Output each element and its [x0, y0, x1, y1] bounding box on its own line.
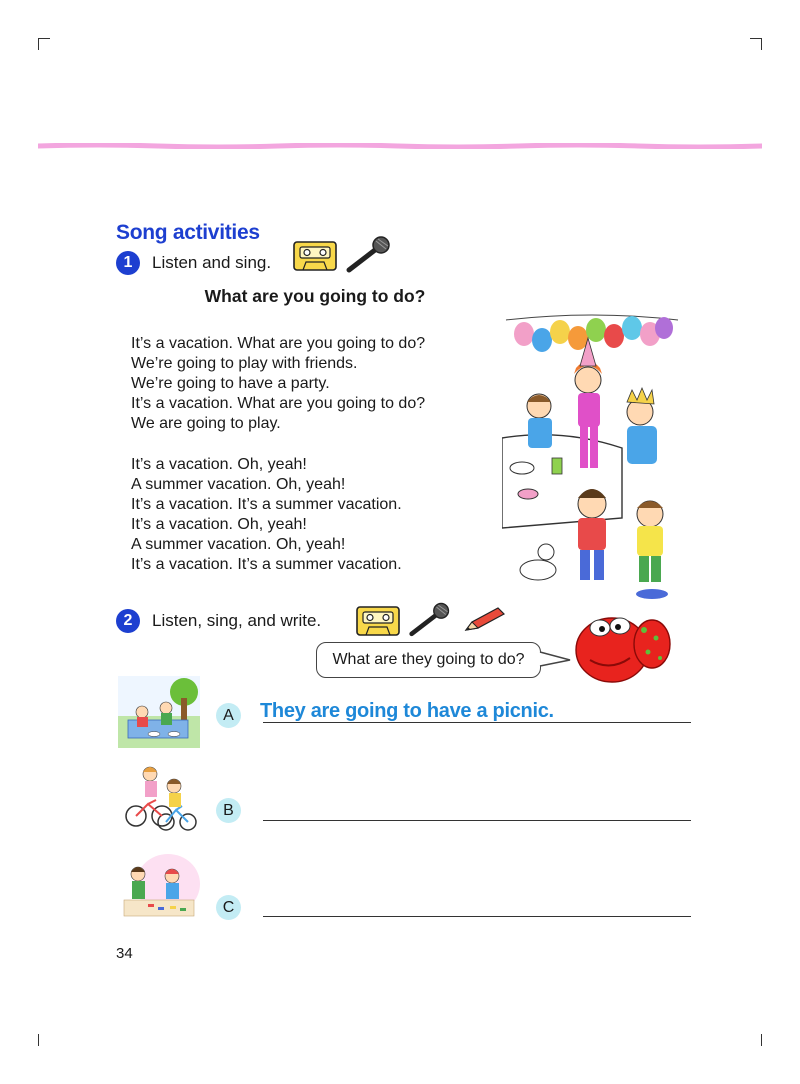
- lyric-line: It’s a vacation. Oh, yeah!: [131, 516, 307, 533]
- lyric-line: It’s a vacation. Oh, yeah!: [131, 456, 307, 473]
- activity-2-number: 2: [116, 609, 140, 633]
- song-verse-1: [131, 334, 425, 434]
- picnic-scene-image: [118, 676, 200, 748]
- party-illustration: [502, 308, 680, 604]
- lyric-line: We’re going to have a party.: [131, 375, 330, 392]
- item-a-letter: A: [216, 703, 241, 728]
- drawing-scene-image: [118, 852, 200, 924]
- decorative-pink-band: [38, 143, 762, 149]
- red-mascot-illustration: [560, 608, 680, 688]
- speech-bubble: What are they going to do?: [316, 642, 541, 678]
- cassette-icon: [293, 241, 337, 271]
- lyric-line: A summer vacation. Oh, yeah!: [131, 476, 346, 493]
- microphone-icon: [408, 602, 454, 638]
- item-c-letter: C: [216, 895, 241, 920]
- lyric-line: It’s a vacation. What are you going to do?: [131, 335, 426, 352]
- song-verse-2: [131, 455, 402, 575]
- item-b-answer-line[interactable]: [263, 820, 691, 821]
- item-b-letter: B: [216, 798, 241, 823]
- bike-riding-scene-image: [118, 760, 200, 832]
- crop-mark-top-right: [750, 38, 762, 50]
- lyric-line: We’re going to play with friends.: [131, 355, 358, 372]
- lyric-line: We are going to play.: [131, 415, 281, 432]
- crop-mark-bottom-right: [761, 1034, 762, 1046]
- item-c-answer-line[interactable]: [263, 916, 691, 917]
- item-a-answer-line[interactable]: [263, 722, 691, 723]
- crop-mark-bottom-left: [38, 1034, 39, 1046]
- lyric-line: It’s a vacation. It’s a summer vacation.: [131, 556, 402, 573]
- lyric-line: A summer vacation. Oh, yeah!: [131, 536, 346, 553]
- lyric-line: It’s a vacation. It’s a summer vacation.: [131, 496, 402, 513]
- activity-2-instruction: Listen, sing, and write.: [152, 611, 322, 630]
- lyric-line: It’s a vacation. What are you going to do?: [131, 395, 426, 412]
- pencil-icon: [462, 604, 506, 634]
- activity-1-number: 1: [116, 251, 140, 275]
- section-title: Song activities: [116, 221, 260, 244]
- song-title: What are you going to do?: [204, 286, 426, 306]
- activity-1-instruction: Listen and sing.: [152, 253, 272, 272]
- cassette-icon: [356, 606, 400, 636]
- microphone-icon: [345, 236, 395, 274]
- crop-mark-top-left: [38, 38, 50, 50]
- item-a-answer: They are going to have a picnic.: [260, 700, 554, 722]
- page-number: 34: [116, 945, 133, 962]
